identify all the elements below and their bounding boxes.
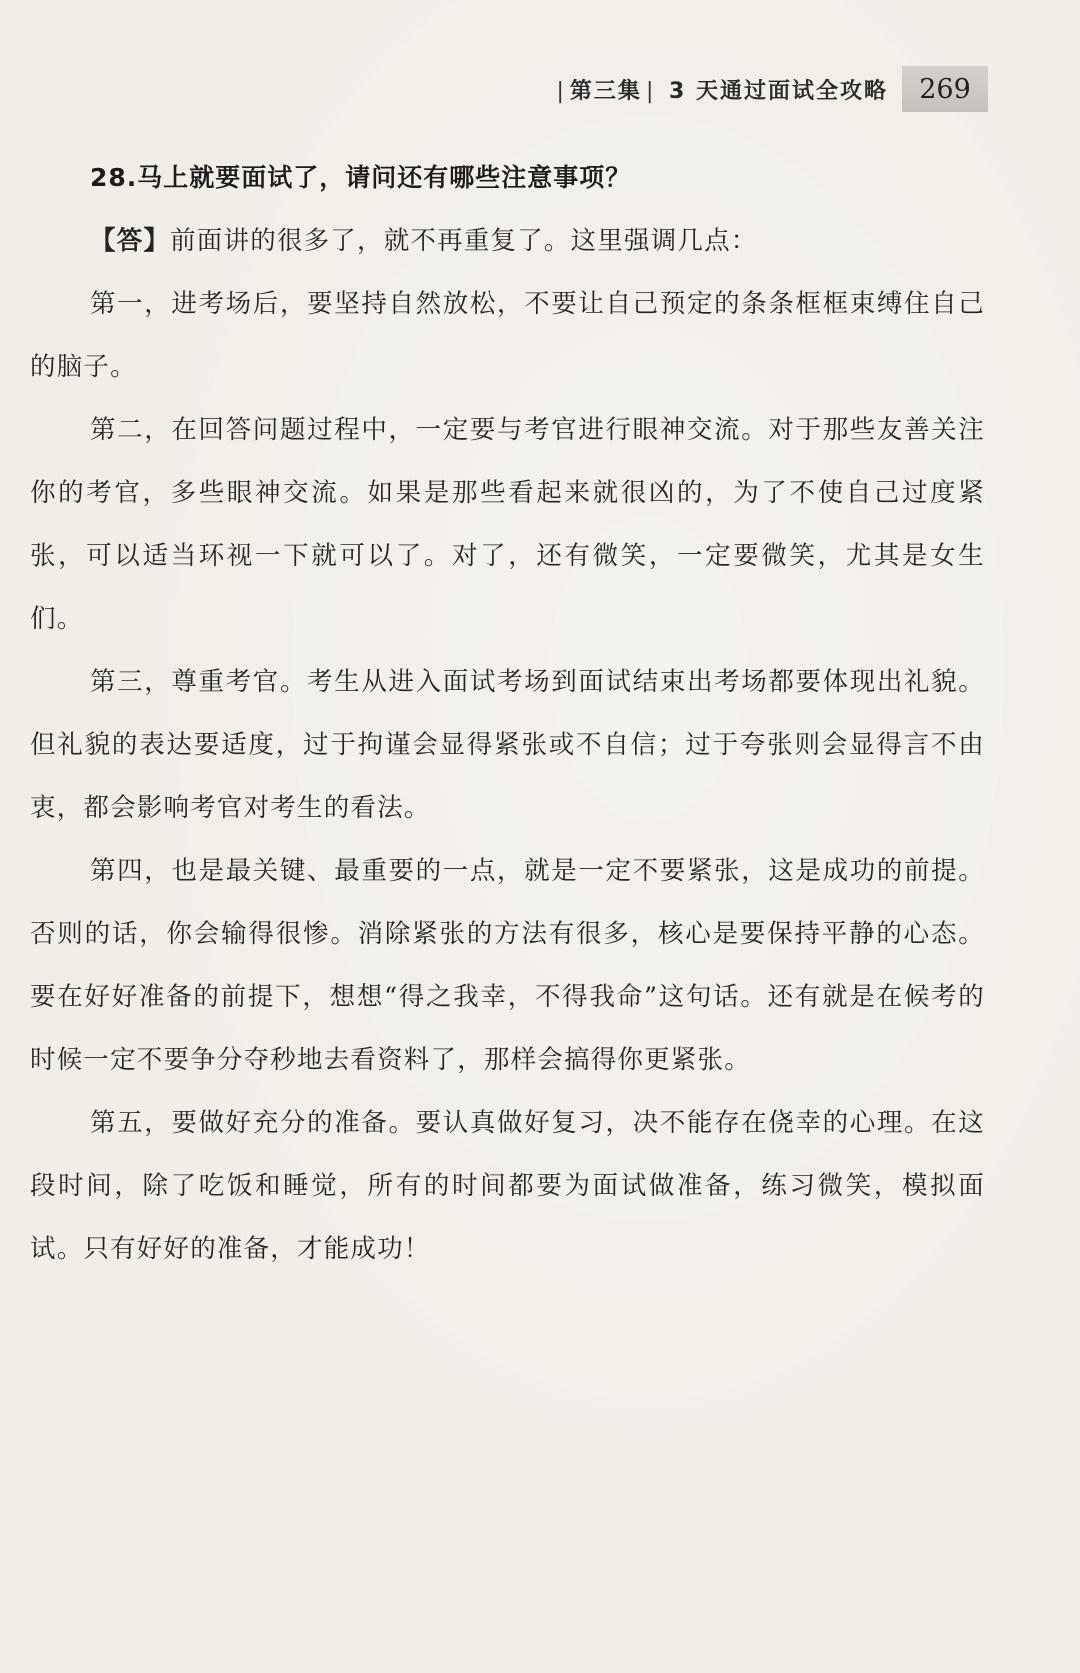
answer-point-5: 第五，要做好充分的准备。要认真做好复习，决不能存在侥幸的心理。在这段时间，除了吃饭和睡觉，所有的时间都要为面试做准备，练习微笑，模拟面试。只有好好的准备，才能成功！ [30, 1108, 985, 1264]
running-header [0, 66, 1080, 116]
header-title [553, 74, 889, 105]
page-content [30, 150, 985, 1281]
page-number: 269 [919, 73, 971, 105]
header-book-title: 3 天通过面试全攻略 [669, 79, 888, 104]
answer-point-4: 第四，也是最关键、最重要的一点，就是一定不要紧张，这是成功的前提。否则的话，你会输得很惨。消除紧张的方法有很多，核心是要保持平静的心态。要在好好准备的前提下，想想“得之我幸，不得我命”这句话。还有就是在候考的时候一定不要争分夺秒地去看资料了，那样会搞得你更紧张。 [30, 856, 985, 1075]
answer-point-1: 第一，进考场后，要坚持自然放松，不要让自己预定的条条框框束缚住自己的脑子。 [30, 289, 985, 382]
answer-point-3: 第三，尊重考官。考生从进入面试考场到面试结束出考场都要体现出礼貌。但礼貌的表达要适度，过于拘谨会显得紧张或不自信；过于夸张则会显得言不由衷，都会影响考官对考生的看法。 [30, 667, 985, 823]
answer-intro: 前面讲的很多了，就不再重复了。这里强调几点： [170, 226, 758, 256]
question-text: 马上就要面试了，请问还有哪些注意事项？ [137, 163, 632, 192]
page-number-box [902, 66, 988, 112]
header-separator-right: | [645, 79, 656, 104]
answer-point-2: 第二，在回答问题过程中，一定要与考官进行眼神交流。对于那些友善关注你的考官，多些眼神交流。如果是那些看起来就很凶的，为了不使自己过度紧张，可以适当环视一下就可以了。对了，还有微笑，一定要微笑，尤其是女生们。 [30, 415, 985, 634]
header-series: 第三集 [569, 79, 642, 104]
answer-tag: 【答】 [90, 226, 171, 256]
question-heading [90, 160, 985, 196]
question-number: 28. [90, 163, 138, 192]
answer-intro-paragraph [30, 210, 985, 273]
header-separator-left: | [556, 79, 566, 104]
